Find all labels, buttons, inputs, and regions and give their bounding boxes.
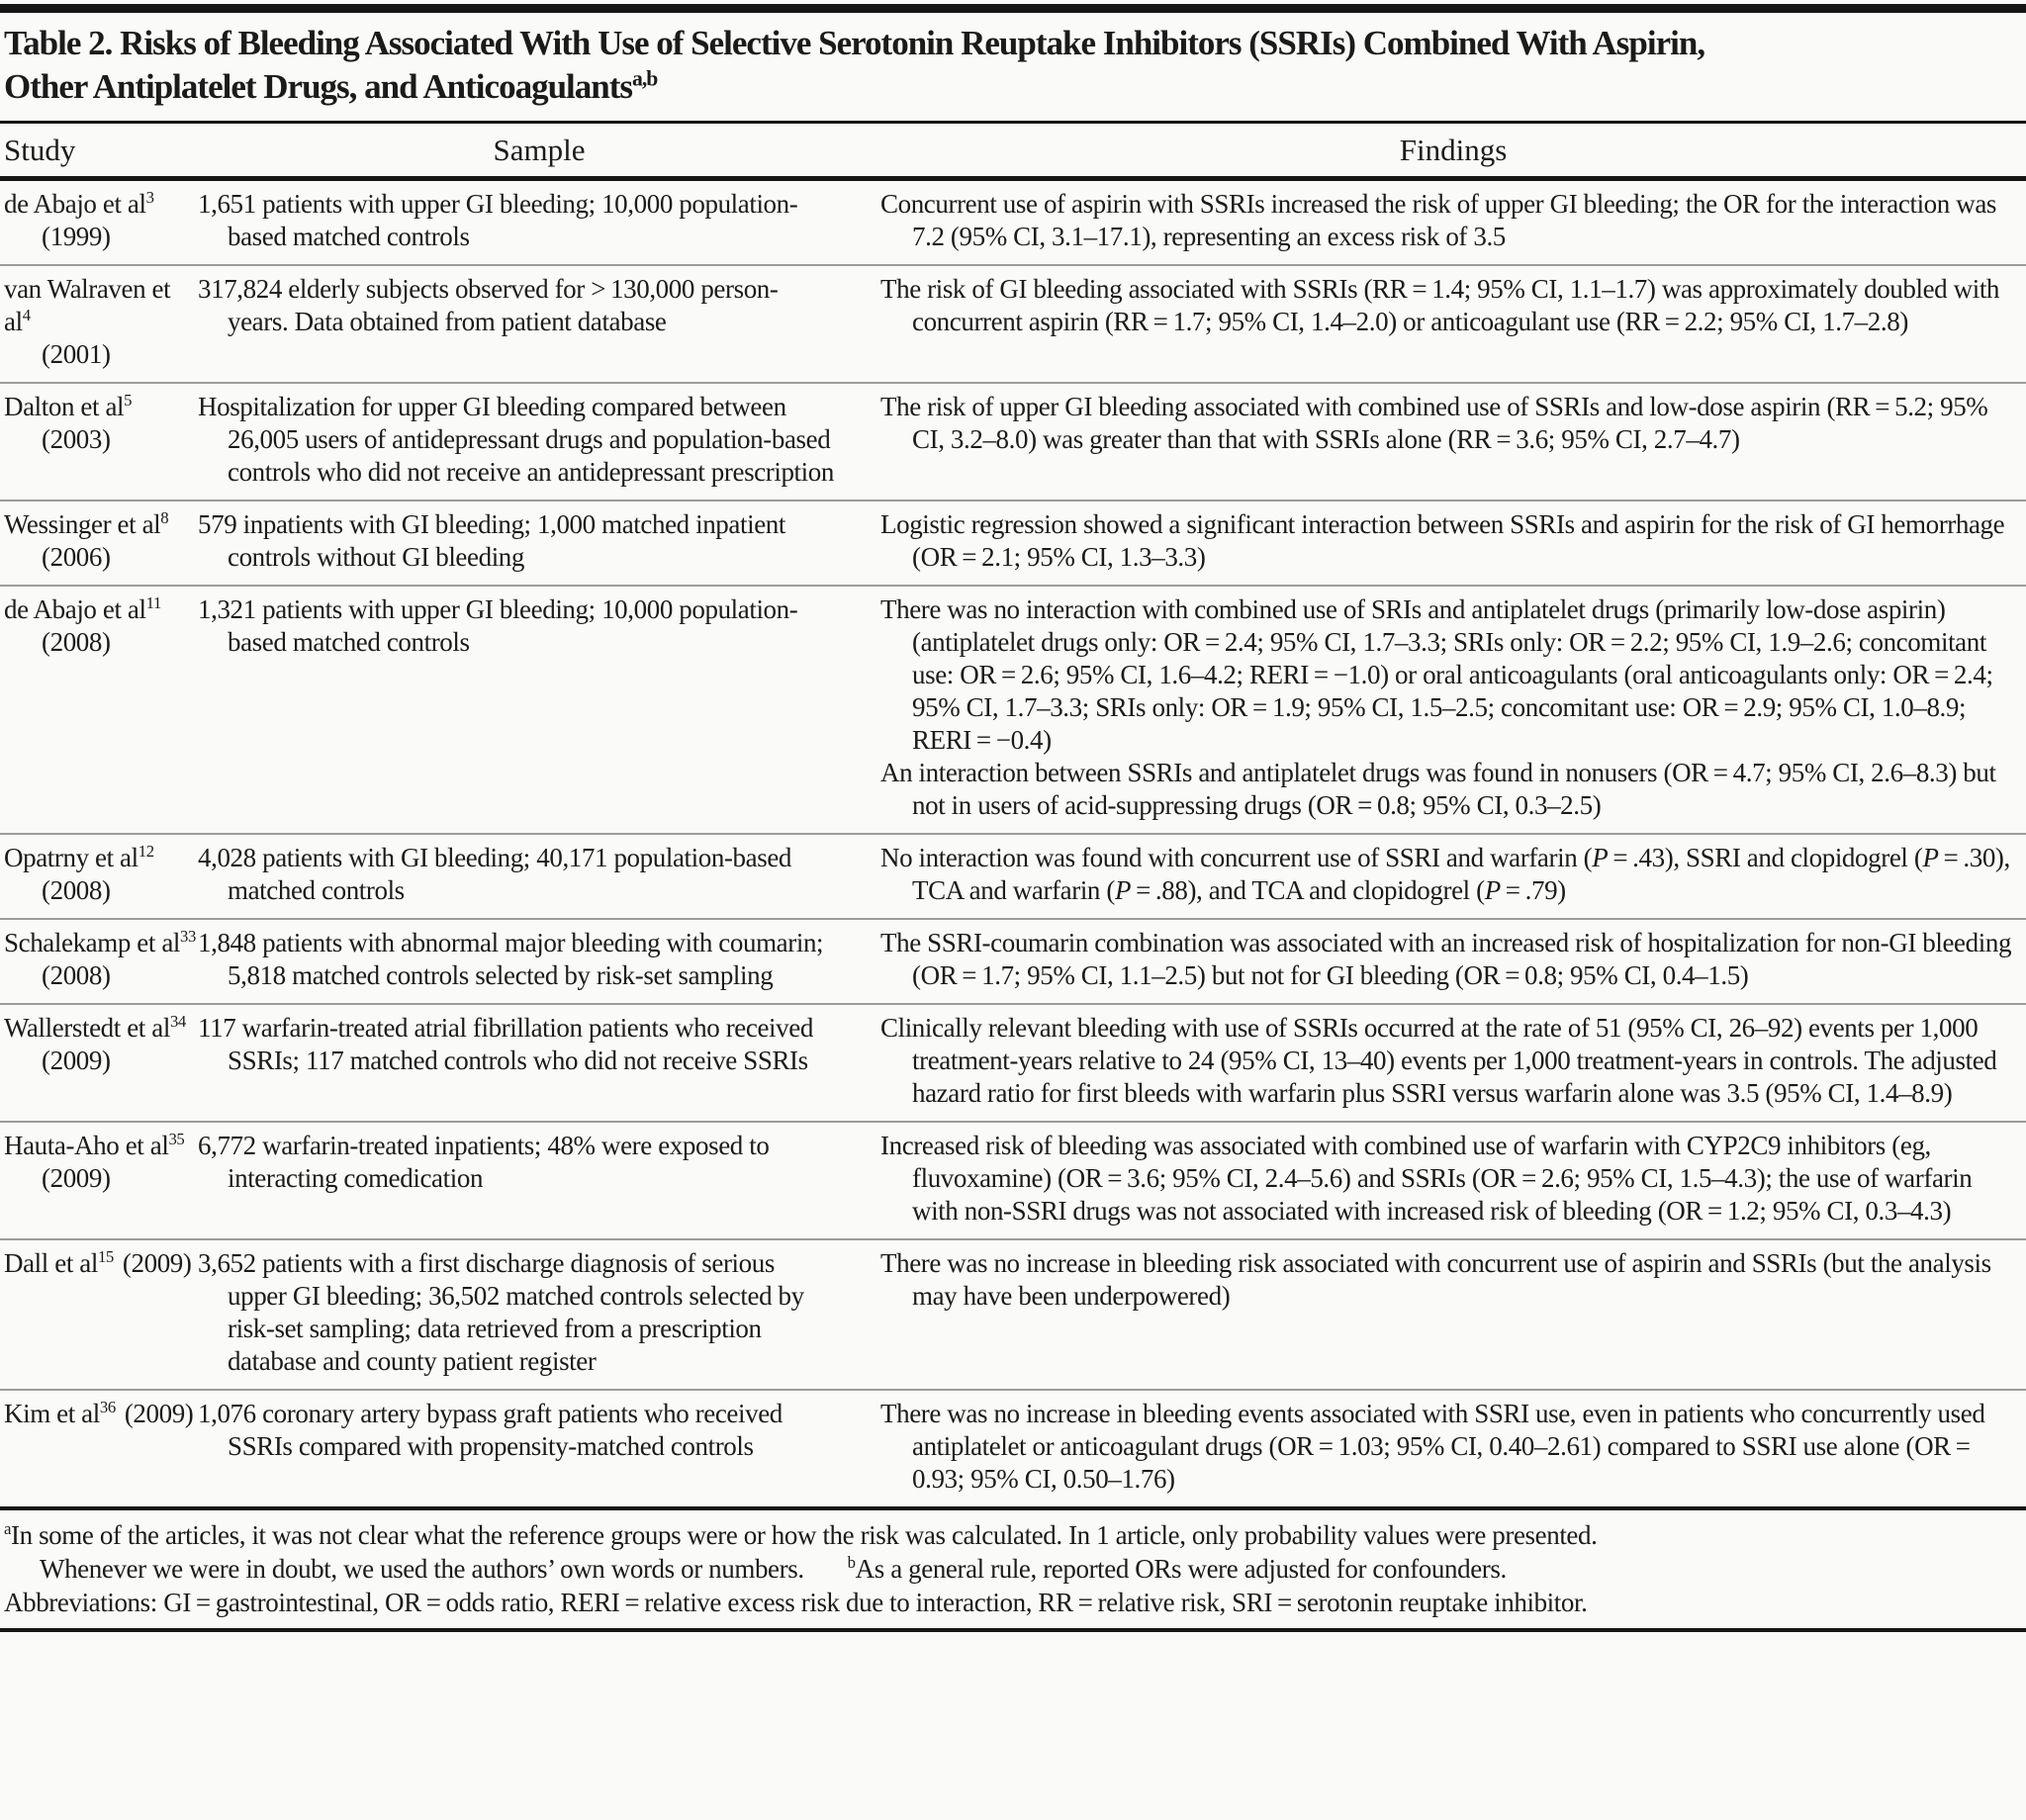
study-cell bbox=[0, 273, 198, 371]
study-name-line bbox=[4, 927, 198, 959]
table-footnotes bbox=[0, 1510, 2026, 1628]
findings-paragraph: No interaction was found with concurrent use of SSRI and warfarin (P = .43), SSRI and clopidogrel (P = .30), TCA and warfarin (P = .88), and TCA and clopidogrel (P = .79) bbox=[880, 843, 2010, 905]
table-top-rule bbox=[0, 4, 2026, 13]
study-name-line bbox=[4, 1012, 198, 1045]
sample-text: 6,772 warfarin-treated inpatients; 48% were exposed to interacting comedication bbox=[198, 1131, 770, 1193]
table-row bbox=[0, 181, 2026, 264]
findings-cell bbox=[880, 188, 2026, 253]
study-cell bbox=[0, 927, 198, 992]
study-name: Wessinger et al bbox=[4, 509, 161, 539]
study-year: (2003) bbox=[42, 424, 111, 454]
table-title-text-2: Other Antiplatelet Drugs, and Anticoagulants bbox=[4, 67, 632, 106]
sample-cell bbox=[198, 842, 880, 907]
study-year: (2009) bbox=[124, 1399, 194, 1428]
findings-cell bbox=[880, 927, 2026, 992]
findings-paragraph: The risk of upper GI bleeding associated with combined use of SSRIs and low-dose aspirin (RR = 5.2; 95% CI, 3.2–8.0) was greater than that with SSRIs alone (RR = 3.6; 95% CI, 2.7–4.7) bbox=[880, 392, 1988, 454]
table-row bbox=[0, 1121, 2026, 1238]
study-reference-number: 4 bbox=[22, 306, 31, 324]
study-name-line bbox=[4, 1398, 198, 1430]
sample-text: 1,651 patients with upper GI bleeding; 10,000 population-based matched controls bbox=[198, 189, 798, 251]
findings-paragraph: Clinically relevant bleeding with use of SSRIs occurred at the rate of 51 (95% CI, 26–92) events per 1,000 treatment-years relative to 24 (95% CI, 13–40) events per 1,000 treatment-years in controls. The adjusted hazard ratio for first bleeds with warfarin plus SSRI versus warfarin alone was 3.5 (95% CI, 1.4–8.9) bbox=[880, 1013, 1997, 1108]
study-year: (1999) bbox=[42, 222, 111, 251]
study-cell bbox=[0, 391, 198, 489]
sample-text: 3,652 patients with a first discharge diagnosis of serious upper GI bleeding; 36,502 matched controls selected by risk-set sampling; data retrieved from a prescription database and county patient register bbox=[198, 1248, 804, 1376]
sample-text: Hospitalization for upper GI bleeding compared between 26,005 users of antidepressant drugs and population-based controls who did not receive an antidepressant prescription bbox=[198, 392, 834, 487]
sample-cell bbox=[198, 1247, 880, 1378]
study-reference-number: 36 bbox=[99, 1398, 116, 1416]
study-name: Hauta-Aho et al bbox=[4, 1131, 169, 1160]
sample-text: 1,848 patients with abnormal major bleeding with coumarin; 5,818 matched controls selected by risk-set sampling bbox=[198, 928, 824, 990]
findings-cell bbox=[880, 391, 2026, 489]
sample-cell bbox=[198, 927, 880, 992]
study-cell bbox=[0, 1398, 198, 1496]
sample-text: 579 inpatients with GI bleeding; 1,000 matched inpatient controls without GI bleeding bbox=[198, 509, 785, 572]
study-name-line bbox=[4, 842, 198, 874]
sample-cell bbox=[198, 188, 880, 253]
column-header-sample: Sample bbox=[493, 133, 586, 167]
sample-cell bbox=[198, 1130, 880, 1228]
study-cell bbox=[0, 1012, 198, 1110]
study-reference-number: 15 bbox=[97, 1247, 114, 1266]
footnote-a-text: In some of the articles, it was not clear what the reference groups were or how the risk was calculated. In 1 article, only probability values were presented. bbox=[11, 1520, 1598, 1550]
study-name: Opatrny et al bbox=[4, 843, 138, 872]
sample-text: 4,028 patients with GI bleeding; 40,171 population-based matched controls bbox=[198, 843, 791, 905]
study-year: (2008) bbox=[42, 960, 111, 990]
findings-paragraph: An interaction between SSRIs and antiplatelet drugs was found in nonusers (OR = 4.7; 95% CI, 2.6–8.3) but not in users of acid-suppressing drugs (OR = 0.8; 95% CI, 0.3–2.5) bbox=[880, 758, 1996, 820]
study-name: de Abajo et al bbox=[4, 594, 146, 624]
study-name: de Abajo et al bbox=[4, 189, 146, 219]
findings-cell bbox=[880, 1398, 2026, 1496]
findings-cell bbox=[880, 508, 2026, 574]
footnote-a-line-1 bbox=[4, 1518, 2022, 1552]
study-reference-number: 8 bbox=[160, 508, 169, 527]
table-row bbox=[0, 918, 2026, 1003]
study-name-line bbox=[4, 593, 198, 626]
table-row bbox=[0, 585, 2026, 833]
footnote-abbreviations: Abbreviations: GI = gastrointestinal, OR = odds ratio, RERI = relative excess risk due to interaction, RR = relative risk, SRI = serotonin reuptake inhibitor. bbox=[4, 1588, 1588, 1617]
study-cell bbox=[0, 593, 198, 822]
footnote-a-continuation: Whenever we were in doubt, we used the authors’ own words or numbers. bbox=[40, 1554, 804, 1584]
study-cell bbox=[0, 842, 198, 907]
footnote-b-text: As a general rule, reported ORs were adjusted for confounders. bbox=[855, 1554, 1507, 1584]
sample-text: 317,824 elderly subjects observed for > 130,000 person-years. Data obtained from patient database bbox=[198, 274, 779, 336]
study-name-line bbox=[4, 1130, 198, 1162]
column-header-findings: Findings bbox=[1399, 133, 1508, 167]
sample-cell bbox=[198, 508, 880, 574]
findings-cell bbox=[880, 1247, 2026, 1378]
journal-table-page bbox=[0, 4, 2026, 1632]
study-name: Kim et al bbox=[4, 1399, 100, 1428]
study-year: (2009) bbox=[122, 1248, 192, 1278]
findings-cell bbox=[880, 593, 2026, 822]
table-title-line-1 bbox=[4, 22, 2022, 65]
footnote-a-line-2 bbox=[4, 1552, 2022, 1586]
findings-paragraph: There was no increase in bleeding events associated with SSRI use, even in patients who concurrently used antiplatelet or anticoagulant drugs (OR = 1.03; 95% CI, 0.40–2.61) compared to SSRI use alone (OR = 0.93; 95% CI, 0.50–1.76) bbox=[880, 1399, 1985, 1494]
footnote-a-marker: a bbox=[4, 1519, 12, 1538]
study-year: (2008) bbox=[42, 875, 111, 905]
table-row bbox=[0, 1389, 2026, 1506]
sample-text: 117 warfarin-treated atrial fibrillation patients who received SSRIs; 117 matched controls who did not receive SSRIs bbox=[198, 1013, 813, 1075]
study-year: (2008) bbox=[42, 627, 111, 657]
column-header-study: Study bbox=[4, 133, 76, 167]
study-reference-number: 11 bbox=[145, 593, 161, 612]
table-row bbox=[0, 1238, 2026, 1389]
study-name: Wallerstedt et al bbox=[4, 1013, 170, 1043]
study-reference-number: 35 bbox=[168, 1130, 185, 1148]
table-title bbox=[0, 13, 2026, 121]
study-cell bbox=[0, 1130, 198, 1228]
study-year: (2009) bbox=[42, 1046, 111, 1075]
study-name: van Walraven et al bbox=[4, 274, 171, 336]
footnote-b-marker: b bbox=[847, 1553, 856, 1572]
sample-cell bbox=[198, 391, 880, 489]
study-name-line bbox=[4, 391, 198, 423]
findings-cell bbox=[880, 1012, 2026, 1110]
sample-cell bbox=[198, 1398, 880, 1496]
findings-cell bbox=[880, 842, 2026, 907]
findings-paragraph: Logistic regression showed a significant interaction between SSRIs and aspirin for the risk of GI hemorrhage (OR = 2.1; 95% CI, 1.3–3.3) bbox=[880, 509, 2005, 572]
table-row bbox=[0, 382, 2026, 500]
table-header-row bbox=[0, 124, 2026, 176]
study-reference-number: 34 bbox=[169, 1012, 186, 1031]
sample-text: 1,076 coronary artery bypass graft patients who received SSRIs compared with propensity-matched controls bbox=[198, 1399, 783, 1461]
table-row bbox=[0, 264, 2026, 382]
study-year: (2001) bbox=[42, 339, 111, 369]
findings-paragraph: The risk of GI bleeding associated with SSRIs (RR = 1.4; 95% CI, 1.1–1.7) was approximately doubled with concurrent aspirin (RR = 1.7; 95% CI, 1.4–2.0) or anticoagulant use (RR = 2.2; 95% CI, 1.7–2.8) bbox=[880, 274, 2000, 336]
table-row bbox=[0, 1003, 2026, 1121]
study-name-line bbox=[4, 273, 198, 338]
findings-paragraph: There was no interaction with combined use of SRIs and antiplatelet drugs (primarily low-dose aspirin) (antiplatelet drugs only: OR = 2.4; 95% CI, 1.7–3.3; SRIs only: OR = 2.2; 95% CI, 1.9–2.6; concomitant use: OR = 2.6; 95% CI, 1.6–4.2; RERI = −1.0) or oral anticoagulants (oral anticoagulants only: OR = 2.4; 95% CI, 1.7–3.3; SRIs only: OR = 1.9; 95% CI, 1.5–2.5; concomitant use: OR = 2.9; 95% CI, 1.0–8.9; RERI = −0.4) bbox=[880, 594, 1993, 755]
study-name-line bbox=[4, 188, 198, 221]
study-cell bbox=[0, 1247, 198, 1378]
findings-paragraph: Increased risk of bleeding was associated with combined use of warfarin with CYP2C9 inhibitors (eg, fluvoxamine) (OR = 3.6; 95% CI, 2.4–5.6) and SSRIs (OR = 2.6; 95% CI, 1.5–4.3); the use of warfarin with non-SSRI drugs was not associated with increased risk of bleeding (OR = 1.2; 95% CI, 0.3–4.3) bbox=[880, 1131, 1973, 1226]
study-name-line bbox=[4, 1247, 198, 1280]
table-title-text-1: Table 2. Risks of Bleeding Associated With Use of Selective Serotonin Reuptake Inhibitors (SSRIs) Combined With Aspirin, bbox=[4, 24, 1705, 62]
study-name: Dalton et al bbox=[4, 392, 125, 421]
study-reference-number: 33 bbox=[180, 927, 196, 946]
study-name: Dall et al bbox=[4, 1248, 98, 1278]
study-cell bbox=[0, 188, 198, 253]
sample-cell bbox=[198, 273, 880, 371]
table-title-line-2 bbox=[4, 65, 2022, 109]
sample-cell bbox=[198, 1012, 880, 1110]
study-name-line bbox=[4, 508, 198, 541]
findings-paragraph: The SSRI-coumarin combination was associated with an increased risk of hospitalization for non-GI bleeding (OR = 1.7; 95% CI, 1.1–2.5) but not for GI bleeding (OR = 0.8; 95% CI, 0.4–1.5) bbox=[880, 928, 2012, 990]
sample-cell bbox=[198, 593, 880, 822]
study-name: Schalekamp et al bbox=[4, 928, 181, 957]
sample-text: 1,321 patients with upper GI bleeding; 10,000 population-based matched controls bbox=[198, 594, 798, 657]
study-reference-number: 5 bbox=[124, 391, 133, 410]
study-cell bbox=[0, 508, 198, 574]
findings-paragraph: Concurrent use of aspirin with SSRIs increased the risk of upper GI bleeding; the OR for the interaction was 7.2 (95% CI, 3.1–17.1), representing an excess risk of 3.5 bbox=[880, 189, 1997, 251]
table-row bbox=[0, 500, 2026, 585]
bottom-rule bbox=[0, 1628, 2026, 1632]
findings-cell bbox=[880, 273, 2026, 371]
study-reference-number: 12 bbox=[138, 842, 154, 861]
study-year: (2009) bbox=[42, 1163, 111, 1193]
table-body bbox=[0, 181, 2026, 1506]
table-row bbox=[0, 833, 2026, 918]
findings-cell bbox=[880, 1130, 2026, 1228]
findings-paragraph: There was no increase in bleeding risk associated with concurrent use of aspirin and SSRIs (but the analysis may have been underpowered) bbox=[880, 1248, 1991, 1311]
study-reference-number: 3 bbox=[145, 188, 154, 207]
study-year: (2006) bbox=[42, 542, 111, 572]
title-footnote-marker: a,b bbox=[632, 66, 658, 91]
